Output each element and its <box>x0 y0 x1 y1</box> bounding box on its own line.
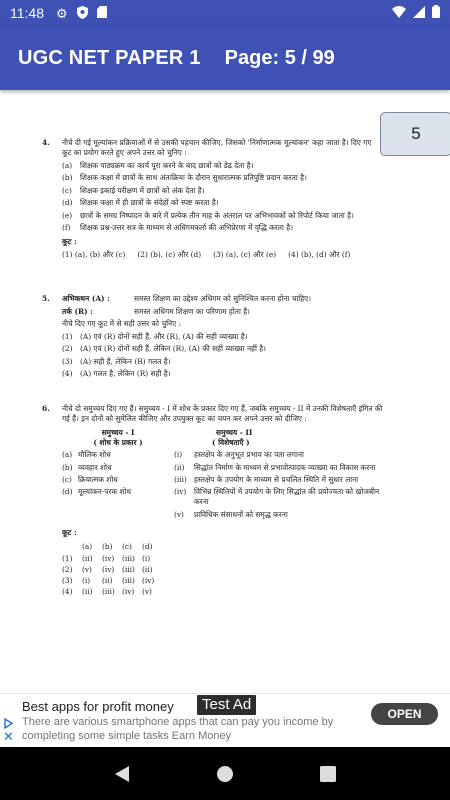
shield-icon <box>77 6 88 21</box>
question-number: 4. <box>42 138 50 147</box>
settings-icon: ⚙ <box>56 5 68 21</box>
answer-choice: (3) (a), (c) और (e) <box>213 250 277 260</box>
option-row: (b) शिक्षक कक्षा में छात्रों के साथ अंतःक्रिया के दौरान सुधारात्मक प्रतिपुष्टि प्रदान करता है। <box>62 173 307 183</box>
code-header-row: (a) (b) (c) (d) <box>82 542 153 552</box>
question-number: 6. <box>42 404 50 413</box>
question-text: नीचे दो समुच्चय दिए गए हैं। समुच्चय - I में शोध के प्रकार दिए गए हैं, जबकि समुच्चय - II में उनकी विशेषताएँ इंगित की गई हैं। इन दोनों को सुमेलित कीजिए और उपयुक्त कूट का चयन कर अपने उत्तर को दीजिए : <box>62 404 383 423</box>
set-1-item: (d) मूल्यांकन-परक शोध <box>62 487 132 497</box>
option-row: (c) शिक्षक इकाई परीक्षण में छात्रों को अंक देता है। <box>62 185 205 195</box>
reason-row: तर्क (R) : समस्त अधिगम शिक्षण का परिणाम होता है। <box>62 306 250 316</box>
battery-icon <box>432 5 440 21</box>
ad-close-icon[interactable]: ✕ <box>3 729 14 744</box>
set-1-item: (b) व्यवहार शोध <box>62 462 112 472</box>
option-row: (3) (A) सही है, लेकिन (R) गलत है। <box>62 356 171 366</box>
option-row: (d) शिक्षक कक्षा में ही छात्रों के संदेहों को स्पष्ट करता है। <box>62 198 219 208</box>
set-1-item: (a) मौलिक शोध <box>62 450 111 460</box>
app-bar <box>0 26 450 90</box>
signal-icon <box>413 6 425 21</box>
ad-body[interactable]: There are various smartphone apps that can pay you income by completing some simple tasks Earn Money <box>22 716 334 743</box>
option-row: (f) शिक्षक प्रश्न-उत्तर सत्र के माध्यम से अधिगमकर्ता की अभिप्रेरणा में वृद्धि करता है। <box>62 223 294 233</box>
set-1-item: (c) क्रियात्मक शोध <box>62 475 118 485</box>
status-time: 11:48 <box>10 5 44 21</box>
back-icon[interactable] <box>107 759 137 789</box>
question-5 <box>42 294 387 379</box>
option-row: (2) (A) एवं (R) दोनों सही हैं, लेकिन (R), (A) की सही व्याख्या नहीं है। <box>62 344 266 354</box>
home-icon[interactable] <box>210 759 240 789</box>
ad-open-button[interactable]: OPEN <box>371 703 438 725</box>
set-1-subtitle: ( शोध के प्रकार ) <box>93 437 143 447</box>
system-nav-bar <box>0 747 450 800</box>
set-2-item: (v) प्राविधिक संसाधनों को समृद्ध करना <box>174 509 288 519</box>
page-counter: Page: 5 / 99 <box>224 46 335 69</box>
code-row: (4) (ii) (iii) (iv) (v) <box>62 587 152 597</box>
option-row: (a) शिक्षक पाठ्यक्रम का कार्य पूरा करने के बाद छात्रों को डेढ़ देता है। <box>62 160 254 170</box>
answer-choice: (4) (b), (d) और (f) <box>288 250 351 260</box>
set-2-item: (i) हस्तक्षेप के अनुभूत प्रभाव का पता लगाना <box>174 450 304 460</box>
answer-choice: (2) (b), (c) और (d) <box>137 250 202 260</box>
set-1 <box>62 428 174 520</box>
question-6 <box>42 404 387 598</box>
set-1-title: समुच्चय - I <box>101 427 135 437</box>
answer-code-table <box>62 542 162 598</box>
set-2 <box>174 428 387 520</box>
answer-choices <box>62 250 387 260</box>
ad-headline[interactable]: Best apps for profit money <box>22 699 174 714</box>
code-row: (3) (i) (ii) (iii) (iv) <box>62 575 155 585</box>
question-number: 5. <box>42 294 50 303</box>
set-2-item: (iv) विभिन्न स्थितियों में उपयोग के लिए सिद्धांत की प्रयोज्यता को खोजबीन करना <box>174 487 380 507</box>
test-ad-badge: Test Ad <box>197 695 256 715</box>
answer-choice: (1) (a), (b) और (c) <box>62 250 126 260</box>
set-2-title: समुच्चय - II <box>216 427 253 437</box>
code-row: (1) (ii) (iv) (iii) (i) <box>62 553 151 563</box>
ad-banner[interactable] <box>0 693 450 747</box>
sd-card-icon <box>97 6 107 20</box>
status-bar <box>0 0 450 26</box>
wifi-icon <box>392 6 406 21</box>
page-number-indicator[interactable]: 5 <box>380 112 450 156</box>
code-label: कूट : <box>62 527 77 537</box>
ad-choices-icon[interactable] <box>4 716 13 727</box>
instruction-text: नीचे दिए गए कूट में से सही उत्तर को चुनिए : <box>62 319 182 329</box>
assertion-row: अभिकथन (A) : समस्त शिक्षण का उद्देश्य अधिगम को सुनिश्चित करना होना चाहिए। <box>62 294 312 303</box>
question-4 <box>42 138 387 260</box>
set-2-item: (iii) हस्तक्षेप के उपयोग के माध्यम से प्रचलित स्थिति में सुधार लाना <box>174 475 359 485</box>
code-label: कूट : <box>62 237 77 247</box>
recents-icon[interactable] <box>313 759 343 789</box>
set-2-item: (ii) सिद्धांत निर्माण के माध्यम से प्रभावोत्पादक व्याख्या का विकास करना <box>174 462 376 472</box>
option-row: (1) (A) एवं (R) दोनों सही हैं, और (R), (A) की सही व्याख्या है। <box>62 331 248 341</box>
option-row: (e) छात्रों के समग्र निष्पादन के बारे में प्रत्येक तीन माह के अंतराल पर अभिभावकों को रिपोर्ट किया जाता है। <box>62 210 354 220</box>
question-text: नीचे दी गई मूल्यांकन प्रक्रियाओं में से उसकी पहचान कीजिए, जिसको 'निर्माणात्मक मूल्यांकन' कहा जाता है। दिए गए कूट का प्रयोग करते हुए अपने उत्तर को चुनिए : <box>62 138 372 157</box>
set-2-subtitle: ( विशेषताएँ ) <box>212 437 250 447</box>
code-row: (2) (v) (iv) (iii) (ii) <box>62 564 153 574</box>
match-columns <box>62 428 387 520</box>
app-title: UGC NET PAPER 1 <box>18 46 201 69</box>
option-row: (4) (A) गलत है, लेकिन (R) सही है। <box>62 369 171 379</box>
pdf-page[interactable] <box>0 90 450 693</box>
